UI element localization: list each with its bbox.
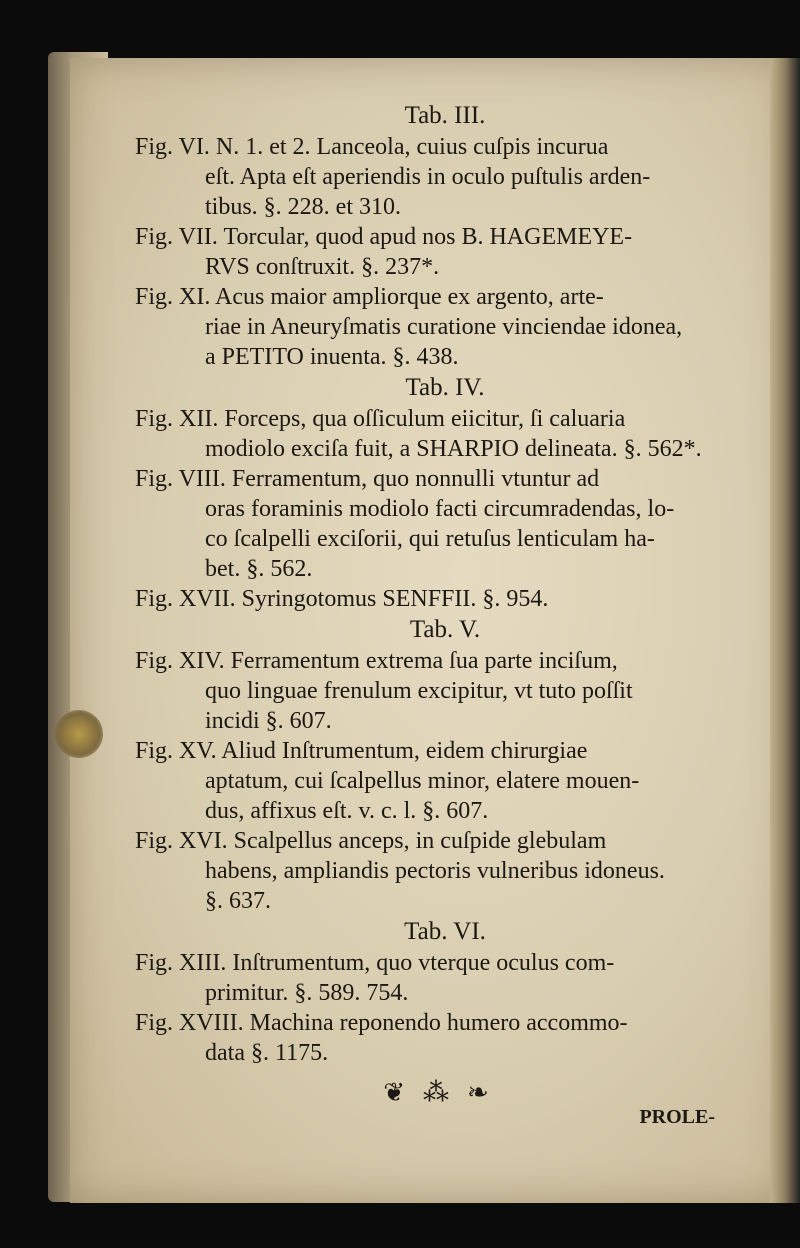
- entry-line: modiolo exciſa fuit, a SHARPIO delineata. §. 562*.: [205, 436, 702, 462]
- entry-line: habens, ampliandis pectoris vulneribus idoneus.: [205, 858, 665, 884]
- entry-line: incidi §. 607.: [205, 708, 332, 734]
- catchword: PROLE-: [639, 1106, 715, 1128]
- entry-line: tibus. §. 228. et 310.: [205, 194, 401, 220]
- entry-line: Fig. XIV. Ferramentum extrema ſua parte inciſum,: [135, 648, 618, 674]
- entry-line: Fig. XI. Acus maior ampliorque ex argento, arte-: [135, 284, 604, 310]
- plate-heading: Tab. III.: [404, 102, 486, 129]
- paper-stain: [55, 710, 103, 758]
- ornament-glyph: ⁂: [423, 1078, 467, 1107]
- figure-entry: [135, 948, 755, 1008]
- figure-entry: [135, 222, 755, 282]
- page-text: [135, 100, 755, 1132]
- entry-line: Fig. XVIII. Machina reponendo humero accommo-: [135, 1010, 628, 1036]
- entry-line: §. 637.: [205, 888, 271, 914]
- entry-line: co ſcalpelli exciſorii, qui retuſus lenticulam ha-: [205, 526, 655, 552]
- entry-line: Fig. XVII. Syringotomus SENFFII. §. 954.: [135, 586, 549, 612]
- entry-line: RVS conſtruxit. §. 237*.: [205, 254, 440, 280]
- entry-line: aptatum, cui ſcalpellus minor, elatere mouen-: [205, 768, 640, 794]
- figure-entry: [135, 1008, 755, 1068]
- entry-line: Fig. XVI. Scalpellus anceps, in cuſpide glebulam: [135, 828, 607, 854]
- entry-line: Fig. VIII. Ferramentum, quo nonnulli vtuntur ad: [135, 466, 600, 492]
- ornament-glyph: ❦: [383, 1078, 423, 1107]
- entry-line: Fig. VII. Torcular, quod apud nos B. HAGEMEYE-: [135, 224, 633, 250]
- figure-entry: [135, 404, 755, 584]
- entry-line: dus, affixus eſt. v. c. l. §. 607.: [205, 798, 489, 824]
- figure-entry: [135, 282, 755, 372]
- figure-entry: [135, 584, 755, 614]
- figure-entry: [135, 132, 755, 222]
- entry-line: data §. 1175.: [205, 1040, 329, 1066]
- entry-line: bet. §. 562.: [205, 556, 313, 582]
- entry-line: Fig. XV. Aliud Inſtrumentum, eidem chirurgiae: [135, 738, 588, 764]
- entry-line: Fig. XIII. Inſtrumentum, quo vterque oculus com-: [135, 950, 615, 976]
- entry-line: Fig. VI. N. 1. et 2. Lanceola, cuius cuſpis incurua: [135, 134, 609, 160]
- entry-line: Fig. XII. Forceps, qua oſſiculum eiicitur, ſi caluaria: [135, 406, 626, 432]
- book-right-edge: [770, 58, 800, 1203]
- entry-line: eſt. Apta eſt aperiendis in oculo puſtulis arden-: [205, 164, 651, 190]
- figure-entry: [135, 736, 755, 826]
- entry-line: primitur. §. 589. 754.: [205, 980, 409, 1006]
- ornament-glyph: ❧: [467, 1078, 507, 1107]
- entry-line: a PETITO inuenta. §. 438.: [205, 344, 459, 370]
- entry-line: riae in Aneuryſmatis curatione vinciendae idonea,: [205, 314, 683, 340]
- plate-heading: Tab. IV.: [405, 374, 485, 401]
- plate-heading: Tab. VI.: [404, 918, 486, 945]
- figure-entry: [135, 826, 755, 916]
- entry-line: quo linguae frenulum excipitur, vt tuto poſſit: [205, 678, 633, 704]
- entry-line: oras foraminis modiolo facti circumradendas, lo-: [205, 496, 675, 522]
- plate-heading: Tab. V.: [409, 616, 481, 643]
- figure-entry: [135, 646, 755, 736]
